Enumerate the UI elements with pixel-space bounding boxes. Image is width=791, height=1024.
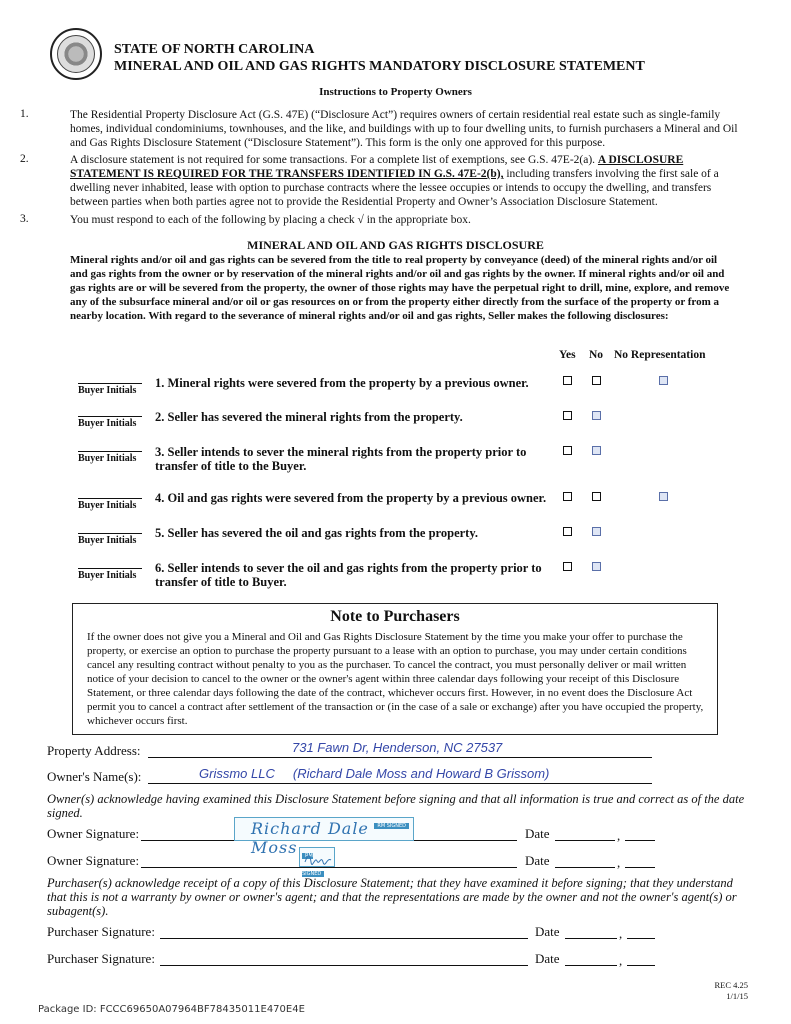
note-text: If the owner does not give you a Mineral and Oil and Gas Rights Disclosure Statement by the time you make your offer to purchase the property, or exercise an option to purchase the property pursuant to a lease with an option to purchase, you may under certain conditions cancel any resulting contract without penalty to you as the purchaser. To cancel the contract, you must personally deliver or mail written notice of your decision to cancel to the owner or the owner's agent within three calendar days following your receipt of this Disclosure Statement, or three calendar days following the date of the contract, whichever occurs first. However, in no event does the Disclosure Act permit you to cancel a contract after settlement of the transaction or (in the case of a sale or exchange) after you have occupied the property, whichever occurs first.	[87, 631, 704, 727]
note-title: Note to Purchasers	[330, 608, 460, 625]
buyer-initials-label: Buyer Initials	[78, 418, 137, 429]
header-state: STATE OF NORTH CAROLINA	[114, 42, 315, 57]
column-yes: Yes	[559, 349, 576, 361]
question-6: 6. Seller intends to sever the oil and gas rights from the property prior to transfer of title to Buyer.	[155, 561, 542, 589]
column-no: No	[589, 349, 604, 361]
instructions-title: Instructions to Property Owners	[319, 86, 472, 98]
purchaser-acknowledgement: Purchaser(s) acknowledge receipt of a copy of this Disclosure Statement; that they have examined it before signing; that they understand that this is not a warranty by owner or owner's agent; and that the representations are made by the owner and not the owner's agent(s) or subagent(s).	[47, 876, 737, 918]
date-comma: ,	[619, 926, 623, 941]
date-line[interactable]	[565, 965, 617, 966]
question-2: 2. Seller has severed the mineral rights from the property.	[155, 410, 463, 424]
date-line[interactable]	[555, 867, 615, 868]
buyer-initials-line[interactable]	[78, 383, 142, 384]
buyer-initials-line[interactable]	[78, 568, 142, 569]
question-4: 4. Oil and gas rights were severed from the property by a previous owner.	[155, 491, 547, 505]
date-comma: ,	[617, 855, 621, 870]
checkbox-q2-no[interactable]	[592, 411, 601, 420]
checkbox-q2-yes[interactable]	[563, 411, 572, 420]
date-year-line[interactable]	[625, 867, 655, 868]
date-comma: ,	[617, 828, 621, 843]
property-address-label: Property Address:	[47, 743, 141, 758]
buyer-initials-label: Buyer Initials	[78, 570, 137, 581]
checkbox-q6-no[interactable]	[592, 562, 601, 571]
date-comma: ,	[619, 953, 623, 968]
form-code: REC 4.25	[714, 980, 748, 990]
property-address-input[interactable]: 731 Fawn Dr, Henderson, NC 27537	[292, 740, 503, 755]
instruction-number: 1.	[20, 108, 29, 120]
buyer-initials-label: Buyer Initials	[78, 453, 137, 464]
checkbox-q6-yes[interactable]	[563, 562, 572, 571]
date-label: Date	[535, 924, 560, 939]
signed-tag: RM SIGNED	[374, 823, 409, 829]
buyer-initials-label: Buyer Initials	[78, 500, 137, 511]
purchaser-signature-line[interactable]	[160, 938, 528, 939]
header-title: MINERAL AND OIL AND GAS RIGHTS MANDATORY DISCLOSURE STATEMENT	[114, 59, 645, 74]
date-year-line[interactable]	[625, 840, 655, 841]
date-year-line[interactable]	[627, 965, 655, 966]
signature-text: Richard Dale Moss	[251, 819, 369, 857]
question-3: 3. Seller intends to sever the mineral rights from the property prior to transfer of title to the Buyer.	[155, 445, 527, 473]
owner-signature-2[interactable]	[299, 847, 335, 877]
purchaser-signature-label: Purchaser Signature:	[47, 924, 155, 939]
checkbox-q1-no[interactable]	[592, 376, 601, 385]
column-no-representation: No Representation	[614, 349, 706, 361]
buyer-initials-line[interactable]	[78, 416, 142, 417]
question-1: 1. Mineral rights were severed from the property by a previous owner.	[155, 376, 529, 390]
buyer-initials-line[interactable]	[78, 451, 142, 452]
owner-signature-1[interactable]	[234, 817, 414, 857]
date-year-line[interactable]	[627, 938, 655, 939]
instruction-text: A disclosure statement is not required for some transactions. For a complete list of exemptions, see G.S. 47E-2(a). A DISCLOSURE STATEMENT IS REQUIRED FOR THE TRANSFERS IDENTIFIED IN G.S. 47E-2(b), including transfers involving the first sale of a dwelling never inhabited, lease with option to purchase contracts where the lessee occupies or intends to occupy the dwelling, and transfers between parties when both parties agree not to provide the Residential Property and Owner’s Association Disclosure Statement.	[70, 154, 719, 208]
date-line[interactable]	[555, 840, 615, 841]
buyer-initials-line[interactable]	[78, 533, 142, 534]
purchaser-signature-line[interactable]	[160, 965, 528, 966]
checkbox-q1-yes[interactable]	[563, 376, 572, 385]
checkbox-q4-yes[interactable]	[563, 492, 572, 501]
checkbox-q5-yes[interactable]	[563, 527, 572, 536]
owners-name-line	[148, 783, 652, 784]
handwritten-signature-icon	[304, 852, 332, 866]
buyer-initials-label: Buyer Initials	[78, 535, 137, 546]
note-to-purchasers-box	[72, 603, 718, 735]
state-seal-icon	[50, 28, 102, 80]
instruction-text: The Residential Property Disclosure Act (G.S. 47E) (“Disclosure Act”) requires owners of certain residential real estate such as single-family homes, individual condominiums, townhouses, and the like, and buildings with up to four dwelling units, to furnish purchasers a Mineral and Oil and Gas Rights Disclosure Statement (“Disclosure Statement”). This form is the only one approved for this purpose.	[70, 109, 738, 149]
instruction-text: You must respond to each of the following by placing a check √ in the appropriate box.	[70, 214, 471, 226]
form-date: 1/1/15	[726, 991, 748, 1001]
property-address-line	[148, 757, 652, 758]
checkbox-q5-no[interactable]	[592, 527, 601, 536]
question-5: 5. Seller has severed the oil and gas rights from the property.	[155, 526, 479, 540]
date-label: Date	[525, 826, 550, 841]
checkbox-q3-no[interactable]	[592, 446, 601, 455]
disclosure-intro: Mineral rights and/or oil and gas rights can be severed from the title to real property by conveyance (deed) of the mineral rights and/or oil and gas rights from the owner or by reservation of the mineral rights and/or oil and gas rights by the owner. If mineral rights and/or oil and gas rights are or will be severed from the property, the owner of those rights may have the perpetual right to drill, mine, explore, and remove any of the subsurface mineral and/or oil or gas resources on or from the property either directly from the surface of the property or from a nearby location. With regard to the severance of mineral rights and/or oil and gas rights, Seller makes the following disclosures:	[70, 254, 730, 322]
checkbox-q1-no-representation[interactable]	[659, 376, 668, 385]
instruction-number: 2.	[20, 153, 29, 165]
disclosure-title: MINERAL AND OIL AND GAS RIGHTS DISCLOSURE	[247, 238, 544, 252]
signed-tag: RM SIGNED	[302, 853, 324, 877]
owners-name-label: Owner's Name(s):	[47, 769, 142, 784]
checkbox-q4-no-representation[interactable]	[659, 492, 668, 501]
owner-signature-label: Owner Signature:	[47, 826, 140, 841]
checkbox-q3-yes[interactable]	[563, 446, 572, 455]
buyer-initials-label: Buyer Initials	[78, 385, 137, 396]
date-line[interactable]	[565, 938, 617, 939]
owners-name-input[interactable]: Grissmo LLC (Richard Dale Moss and Howard B Grissom)	[199, 766, 550, 781]
date-label: Date	[535, 951, 560, 966]
buyer-initials-line[interactable]	[78, 498, 142, 499]
purchaser-signature-label: Purchaser Signature:	[47, 951, 155, 966]
checkbox-q4-no[interactable]	[592, 492, 601, 501]
instruction-number: 3.	[20, 213, 29, 225]
owner-signature-label: Owner Signature:	[47, 853, 140, 868]
date-label: Date	[525, 853, 550, 868]
owner-acknowledgement: Owner(s) acknowledge having examined this Disclosure Statement before signing and that all information is true and correct as of the date signed.	[47, 792, 745, 820]
package-id: Package ID: FCCC69650A07964BF78435011E470E4E	[38, 1004, 305, 1015]
